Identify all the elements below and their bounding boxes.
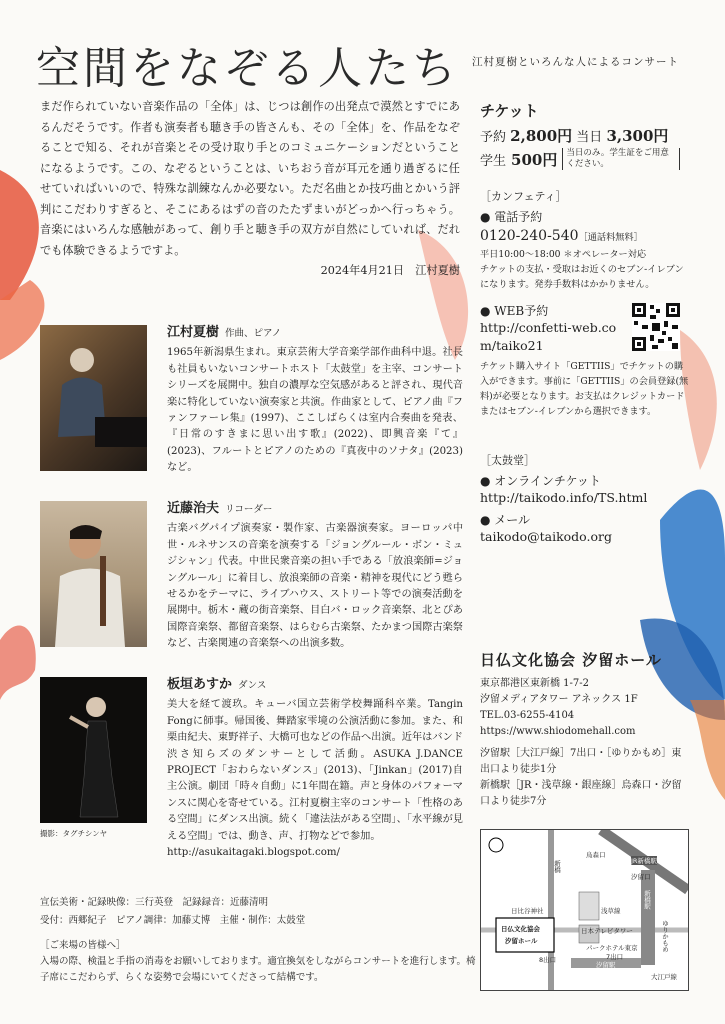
phone-reservation-label: ● 電話予約: [480, 210, 543, 224]
intro-text: まだ作られていない音楽作品の「全体」は、じつは創作の出発点で漠然とすでにあるんだそうです。作者も演奏者も聴き手の皆さんも、その「全体」を、作品をなぞることで知る、それが音楽とその受け取り手とのコミュニケーションだということになるようです。この、なぞるということは、いちおう音が耳元を通り過ぎるに任せていればいいので、特殊な訓練なんか必要ない。ただ名曲とか技巧曲とかいう評判にこだわりすぎると、そこにあるはずの音のたたずまいがどっかへ行っちゃう。音楽にはいろんな感触があって、創り手と聴き手の双方が自然にしていれば、だれでも体験できるようですよ。: [40, 100, 460, 257]
ticket-section: [480, 100, 690, 170]
notice-text: 入場の際、検温と手指の消毒をお願いしております。適宜換気をしながらコンサートを進行します。椅子席にこだわらず、らくな姿勢で会場にいてくださって結構です。: [40, 956, 476, 983]
map-label: 8出口: [539, 956, 557, 964]
ticket-heading: チケット: [480, 102, 539, 120]
map-label: 新橋駅: [643, 890, 651, 910]
web-reservation-label: ● WEB予約: [480, 304, 549, 318]
performer-bio-kondo: [167, 501, 463, 653]
credits-line-1: 宣伝美術・記録映像：三行英登 記録録音：近藤清明: [40, 897, 269, 908]
page-title: 空間をなぞる人たち: [36, 43, 459, 94]
performer-url-link[interactable]: http://asukaitagaki.blogspot.com/: [167, 847, 340, 859]
performer-name: 板垣あすか: [167, 677, 233, 692]
student-note: 当日のみ。学生証をご用意ください。: [562, 148, 680, 170]
page-subtitle: 江村夏樹といろんな人によるコンサート: [472, 56, 679, 68]
phone-number[interactable]: 0120-240-540: [480, 228, 579, 244]
online-ticket-url[interactable]: http://taikodo.info/TS.html: [480, 490, 648, 505]
recorder-player-illustration: [40, 501, 147, 647]
intro-date-sign: 2024年4月21日 江村夏樹: [320, 264, 460, 277]
performer-bio-text: 美大を経て渡玖。キューバ国立芸術学校舞踊科卒業。Tangin Fongに師事。帰国後、舞踏家雫境の公演活動に参加。また、和栗由紀夫、東野祥子、大橋可也などの作品へ出演。近年はバンド渋さ知らズのダンサーとして活動。ASUKA J.DANCE PROJECT「おわらないダンス」(2013)、「Jinkan」(2017)自主公演。劇団「時々自動」に1年間在籍。声と身体のパフォーマンスに関心を寄せている。江村夏樹主宰のコンサート「性格のある空間」にダンス出演。続く「違法法がある空間」、「水平線が見える空間」では、動き、声、打物などで参加。: [167, 699, 463, 842]
performer-photo-itagaki: [40, 677, 147, 823]
presale-label: 予約: [480, 130, 507, 145]
map-label: 日本テレビタワー: [581, 927, 633, 935]
performer-bio-emura: [167, 325, 463, 477]
presale-price: 2,800円: [510, 127, 573, 145]
performer-name: 近藤治夫: [167, 501, 220, 516]
map-label: ゆりかもめ: [661, 920, 669, 953]
student-price: 500円: [511, 150, 558, 169]
performer-name: 江村夏樹: [167, 325, 220, 340]
student-label: 学生: [480, 153, 507, 169]
web-reservation: [480, 302, 690, 419]
online-ticket-label: ● オンラインチケット: [480, 474, 601, 488]
staff-credits: [40, 894, 305, 930]
dancer-illustration: [40, 677, 147, 823]
map-label: 浅草線: [601, 907, 621, 915]
venue-address-2: 汐留メディアタワー アネックス 1F: [480, 694, 638, 705]
performer-role: リコーダー: [225, 504, 273, 515]
map-label: 日仏文化協会: [501, 925, 540, 933]
mail-address[interactable]: taikodo@taikodo.org: [480, 529, 612, 544]
performer-role: 作曲、ピアノ: [225, 328, 282, 339]
map-label: JR新橋駅: [631, 857, 657, 865]
map-label: 新橋: [553, 860, 561, 873]
phone-detail: チケットの支払・受取はお近くのセブン-イレブンになります。発券手数料はかかりません。: [480, 264, 684, 290]
taikodo-heading: ［太鼓堂］: [480, 454, 535, 467]
performer-photo-emura: [40, 325, 147, 471]
notice-heading: ［ご来場の皆様へ］: [40, 940, 126, 951]
map-label: 汐留ホール: [505, 937, 538, 945]
venue-url[interactable]: https://www.shiodomehall.com: [480, 726, 636, 737]
map-label: 7出口: [606, 953, 624, 961]
confetti-heading: ［カンフェティ］: [480, 190, 567, 203]
performer-bio-text: 古楽バグパイプ演奏家・製作家、古楽器演奏家。ヨーロッパ中世・ルネサンスの音楽を演奏する「ジョングルール・ボン・ミュジシャン」代表。中世民衆音楽の担い手である「放浪楽師=ジョングルール」に着目し、放浪楽師の音楽・精神を現代にどう甦らせるかをテーマに、ライブハウス、ストリート等での演奏活動を展開中。栃木・蔵の街音楽祭、目白バ・ロック音楽祭、北とぴあ国際音楽祭、都留音楽祭、はらむら古楽祭、たかまつ国際古楽祭など、古楽関連の音楽祭への出演多数。: [167, 523, 463, 650]
taikodo-section: [480, 452, 690, 546]
venue-section: [480, 649, 690, 810]
phone-note: ［通話料無料］: [578, 232, 643, 243]
door-label: 当日: [576, 130, 603, 145]
credits-line-2: 受付：西郷紀子 ピアノ調律：加藤丈博 主催・制作：太鼓堂: [40, 915, 306, 926]
intro-section: [40, 97, 460, 282]
door-price: 3,300円: [606, 127, 669, 145]
performer-bio-text: 1965年新潟県生まれ。東京芸術大学音楽学部作曲科中退。社長も社員もいないコンサートホスト「太鼓堂」を主宰、コンサートシリーズを展開中。独自の濃厚な空気感があると評され、現代音楽に特化していない演奏家と共演。作曲家として、ピアノ曲『ファンファーレ集』(1997)、ここしばらくは室内合奏曲を発表、『日常のすきまに思い出す歌』(2022)、即興音楽『て』(2023)、フルートとピアノのための『真夜中のソナタ』(2023)など。: [167, 347, 463, 474]
photo-credit: 撮影：タグチシンヤ: [40, 829, 108, 838]
performer-bio-itagaki: [167, 677, 463, 861]
visitor-notice: [40, 938, 480, 986]
performer-role: ダンス: [238, 680, 267, 691]
venue-tel[interactable]: TEL.03-6255-4104: [480, 710, 575, 721]
performer-photo-kondo: [40, 501, 147, 647]
venue-name: 日仏文化協会 汐留ホール: [480, 651, 662, 669]
mail-label: ● メール: [480, 513, 531, 527]
map-label: 大江戸線: [651, 973, 677, 981]
map-label: 汐留口: [631, 873, 651, 881]
venue-access-1: 汐留駅［大江戸線］7出口・［ゆりかもめ］東出口より徒歩1分: [480, 748, 682, 775]
map-label: 烏森口: [586, 851, 606, 859]
venue-access-2: 新橋駅［JR・浅草線・銀座線］烏森口・汐留口より徒歩7分: [480, 780, 682, 807]
confetti-section: [480, 188, 690, 292]
venue-map: [480, 829, 689, 991]
map-label: 汐留駅: [596, 961, 616, 969]
map-label: パークホテル東京: [586, 944, 638, 952]
web-reservation-url[interactable]: http://confetti-web.com/taiko21: [480, 320, 617, 353]
map-label: 日比谷神社: [511, 907, 544, 915]
phone-hours: 平日10:00～18:00 ＊オペレーター対応: [480, 249, 647, 260]
web-reservation-detail: チケット購入サイト「GETTIIS」でチケットの購入ができます。事前に「GETTIIS」の会員登録(無料)が必要となります。お支払はクレジットカードまたはセブン-イレブンから選択できます。: [480, 361, 689, 417]
venue-address-1: 東京都港区東新橋 1-7-2: [480, 678, 590, 689]
pianist-illustration: [40, 325, 147, 471]
